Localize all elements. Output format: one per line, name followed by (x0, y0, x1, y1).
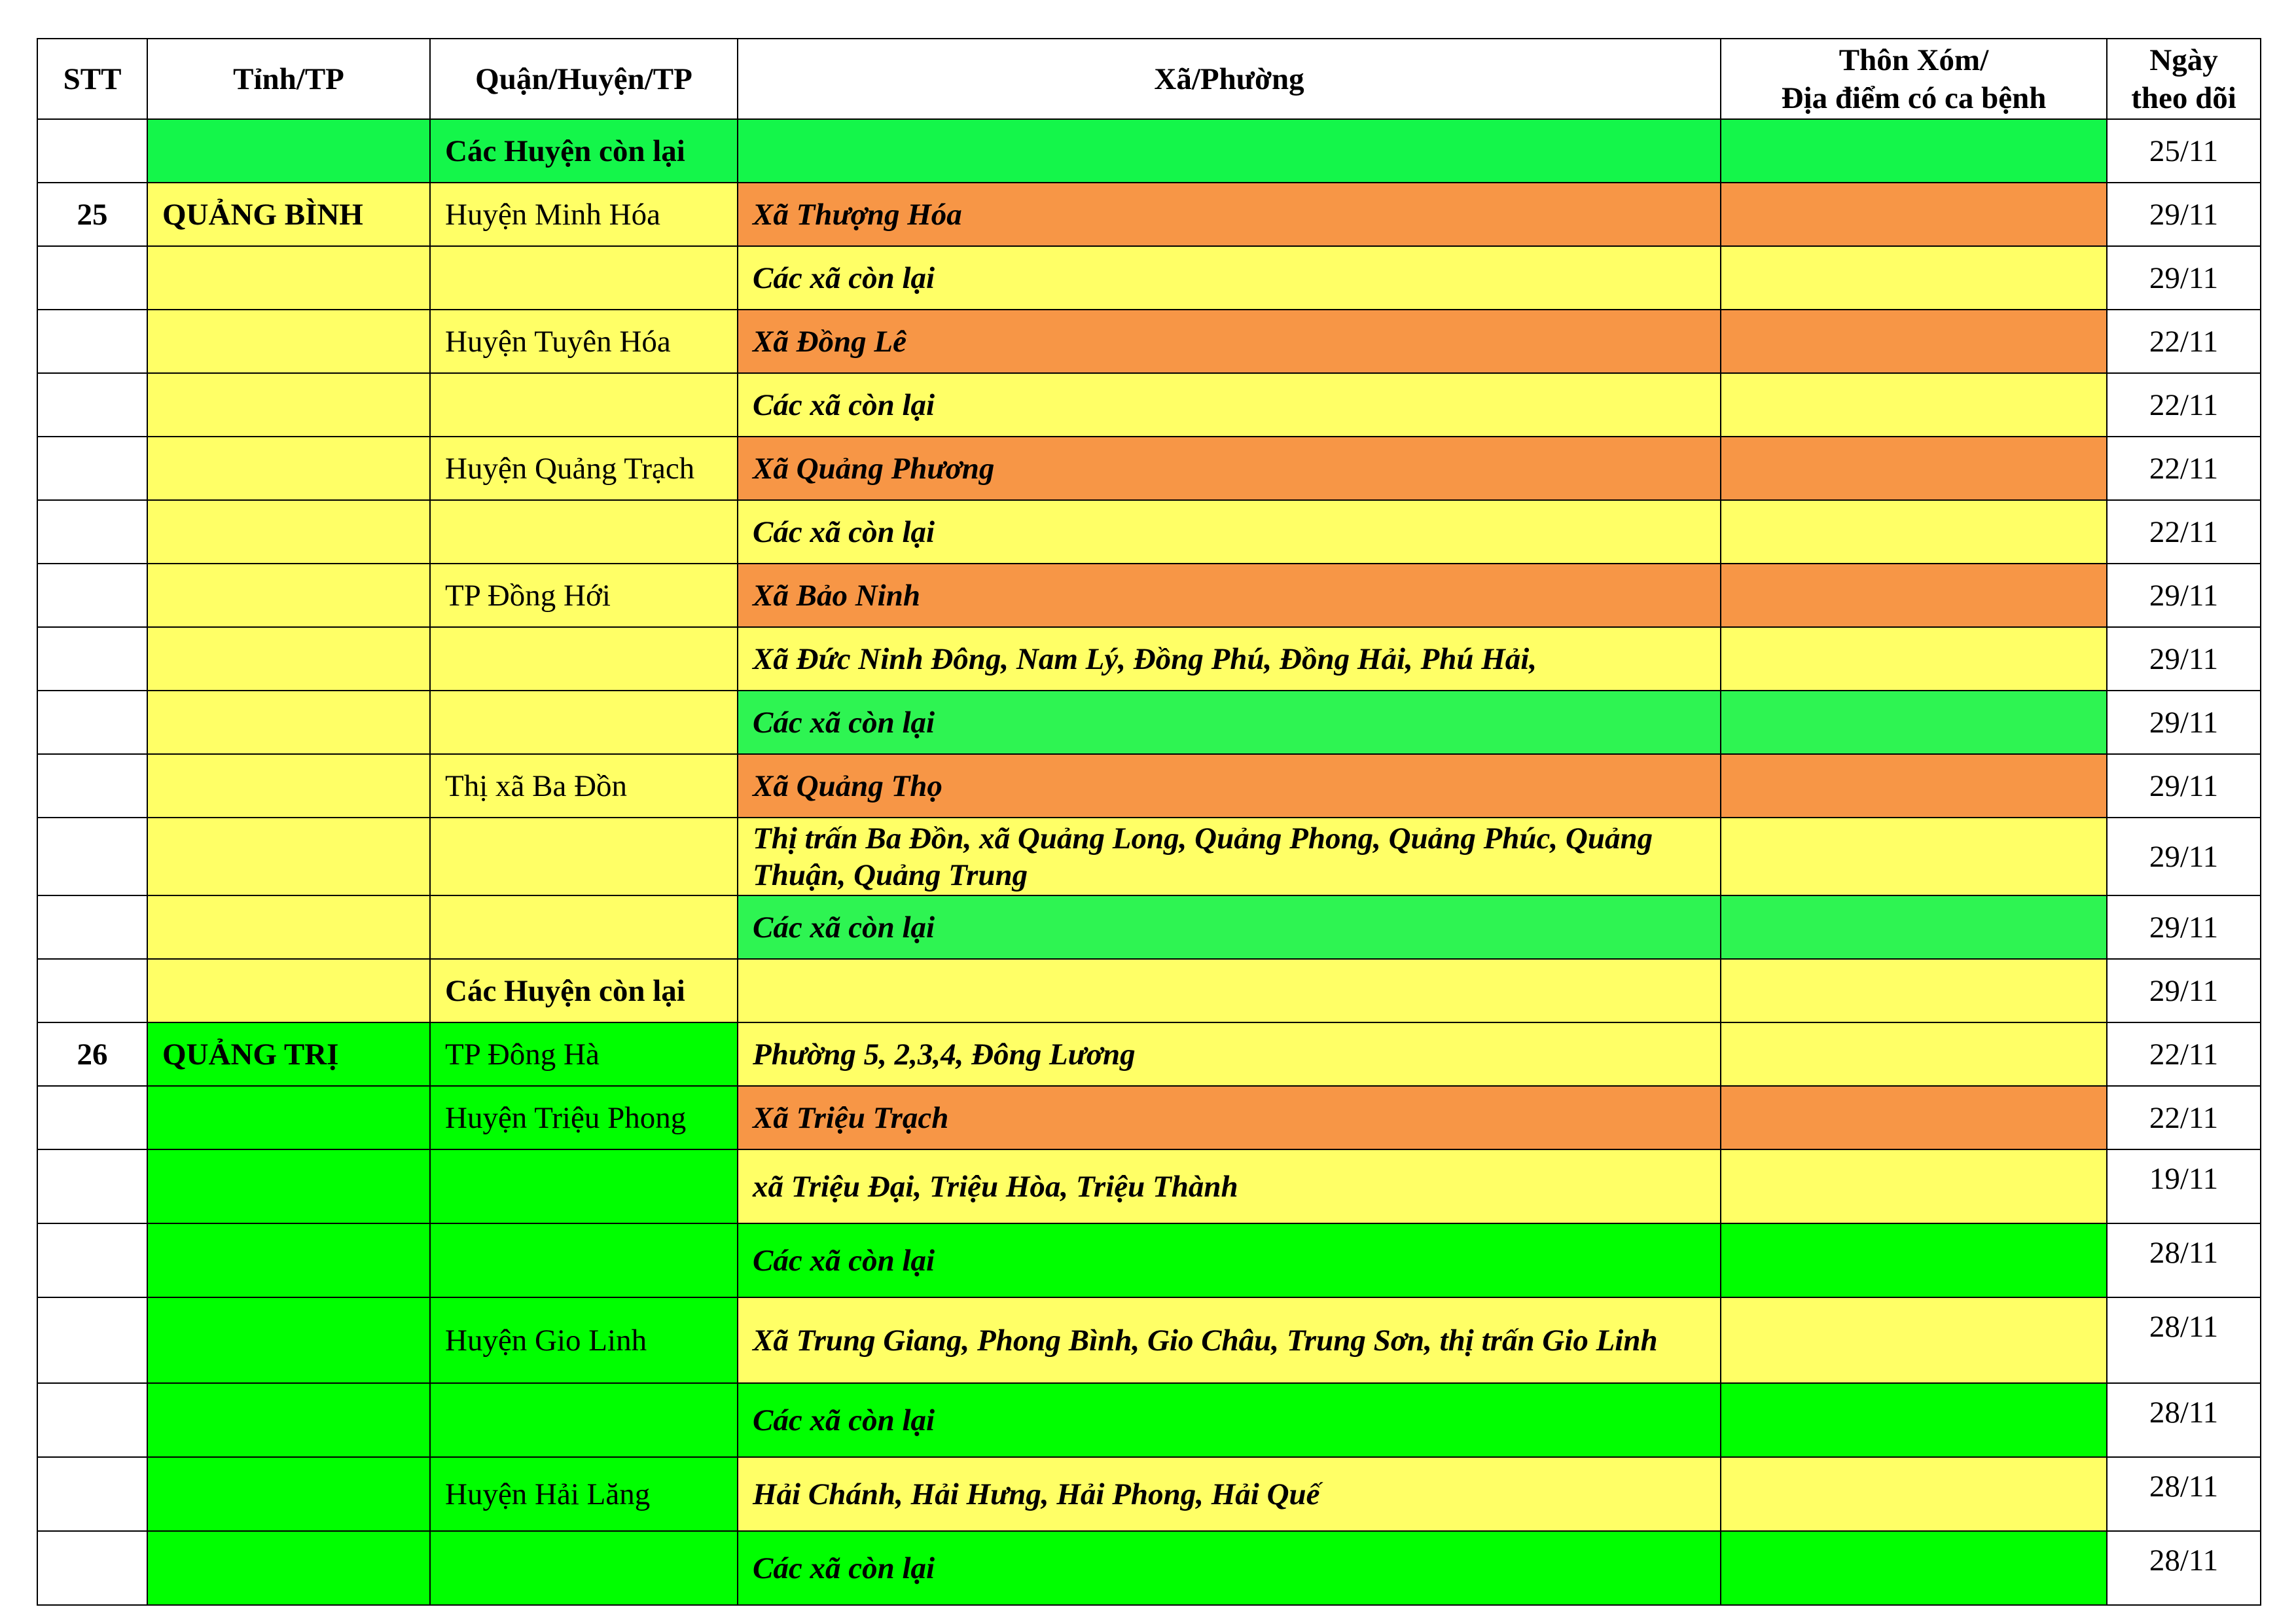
stt-cell (37, 500, 147, 564)
province-cell (147, 627, 430, 691)
province-cell (147, 1297, 430, 1383)
village-cell (1721, 959, 2107, 1022)
ward-cell: Các xã còn lại (738, 373, 1721, 437)
date-cell: 29/11 (2107, 564, 2261, 627)
district-cell: Thị xã Ba Đồn (430, 754, 738, 818)
village-cell (1721, 818, 2107, 895)
ward-cell: Xã Quảng Phương (738, 437, 1721, 500)
province-cell (147, 691, 430, 754)
ward-cell: Xã Thượng Hóa (738, 183, 1721, 246)
village-cell (1721, 1149, 2107, 1223)
ward-cell (738, 119, 1721, 183)
district-cell (430, 1149, 738, 1223)
table-row (37, 1531, 2261, 1605)
stt-cell: 25 (37, 183, 147, 246)
document-sheet (37, 38, 2260, 1606)
ward-cell: xã Triệu Đại, Triệu Hòa, Triệu Thành (738, 1149, 1721, 1223)
table-header-row (37, 39, 2261, 119)
district-cell: Các Huyện còn lại (430, 119, 738, 183)
date-cell: 29/11 (2107, 691, 2261, 754)
stt-cell (37, 895, 147, 959)
table-row (37, 627, 2261, 691)
header-date (2107, 39, 2261, 119)
stt-cell (37, 373, 147, 437)
village-cell (1721, 1383, 2107, 1457)
stt-cell (37, 754, 147, 818)
stt-cell (37, 564, 147, 627)
village-cell (1721, 1022, 2107, 1086)
province-cell (147, 1531, 430, 1605)
date-cell: 22/11 (2107, 1022, 2261, 1086)
ward-cell: Xã Đức Ninh Đông, Nam Lý, Đồng Phú, Đồng Hải, Phú Hải, (738, 627, 1721, 691)
ward-cell: Các xã còn lại (738, 246, 1721, 310)
table-row (37, 1457, 2261, 1531)
village-cell (1721, 310, 2107, 373)
province-cell (147, 1086, 430, 1149)
ward-cell: Hải Chánh, Hải Hưng, Hải Phong, Hải Quế (738, 1457, 1721, 1531)
village-cell (1721, 1531, 2107, 1605)
stt-cell (37, 1383, 147, 1457)
date-cell: 22/11 (2107, 1086, 2261, 1149)
province-cell: QUẢNG BÌNH (147, 183, 430, 246)
header-stt: STT (37, 39, 147, 119)
date-cell: 19/11 (2107, 1149, 2261, 1223)
table-row (37, 959, 2261, 1022)
date-cell: 25/11 (2107, 119, 2261, 183)
stt-cell (37, 818, 147, 895)
district-cell (430, 1531, 738, 1605)
date-cell: 29/11 (2107, 183, 2261, 246)
date-cell: 29/11 (2107, 818, 2261, 895)
district-cell: TP Đông Hà (430, 1022, 738, 1086)
district-cell: Huyện Tuyên Hóa (430, 310, 738, 373)
ward-cell: Xã Triệu Trạch (738, 1086, 1721, 1149)
village-cell (1721, 691, 2107, 754)
stt-cell (37, 119, 147, 183)
village-cell (1721, 1297, 2107, 1383)
header-village-line2: Địa điểm có ca bệnh (1781, 81, 2047, 115)
date-cell: 29/11 (2107, 627, 2261, 691)
ward-cell: Các xã còn lại (738, 1223, 1721, 1297)
district-cell (430, 627, 738, 691)
header-village (1721, 39, 2107, 119)
province-cell (147, 373, 430, 437)
village-cell (1721, 119, 2107, 183)
header-province: Tỉnh/TP (147, 39, 430, 119)
table-row (37, 437, 2261, 500)
table-row (37, 1223, 2261, 1297)
date-cell: 28/11 (2107, 1223, 2261, 1297)
ward-cell: Xã Đồng Lê (738, 310, 1721, 373)
stt-cell (37, 691, 147, 754)
date-cell: 29/11 (2107, 246, 2261, 310)
district-cell: Huyện Minh Hóa (430, 183, 738, 246)
date-cell: 28/11 (2107, 1383, 2261, 1457)
district-cell (430, 895, 738, 959)
province-cell (147, 1149, 430, 1223)
table-row (37, 1086, 2261, 1149)
district-cell (430, 1383, 738, 1457)
ward-cell (738, 959, 1721, 1022)
village-cell (1721, 183, 2107, 246)
village-cell (1721, 754, 2107, 818)
table-row (37, 310, 2261, 373)
stt-cell (37, 959, 147, 1022)
table-row (37, 500, 2261, 564)
table-row (37, 373, 2261, 437)
ward-cell: Các xã còn lại (738, 895, 1721, 959)
table-row (37, 895, 2261, 959)
village-cell (1721, 437, 2107, 500)
stt-cell (37, 1297, 147, 1383)
province-cell: QUẢNG TRỊ (147, 1022, 430, 1086)
date-cell: 22/11 (2107, 437, 2261, 500)
stt-cell (37, 1223, 147, 1297)
stt-cell (37, 310, 147, 373)
village-cell (1721, 500, 2107, 564)
stt-cell (37, 246, 147, 310)
province-cell (147, 895, 430, 959)
table-row (37, 564, 2261, 627)
table-row (37, 1383, 2261, 1457)
district-cell (430, 373, 738, 437)
stt-cell (37, 1531, 147, 1605)
date-cell: 28/11 (2107, 1297, 2261, 1383)
province-cell (147, 1383, 430, 1457)
stt-cell (37, 1149, 147, 1223)
table-row (37, 183, 2261, 246)
header-date-line2: theo dõi (2131, 81, 2236, 115)
province-cell (147, 1223, 430, 1297)
village-cell (1721, 246, 2107, 310)
district-cell (430, 691, 738, 754)
province-cell (147, 959, 430, 1022)
district-cell (430, 818, 738, 895)
ward-cell: Xã Bảo Ninh (738, 564, 1721, 627)
stt-cell (37, 627, 147, 691)
village-cell (1721, 373, 2107, 437)
province-cell (147, 564, 430, 627)
province-cell (147, 754, 430, 818)
district-cell: Các Huyện còn lại (430, 959, 738, 1022)
table-row (37, 691, 2261, 754)
table-row (37, 1022, 2261, 1086)
table-row (37, 818, 2261, 895)
village-cell (1721, 564, 2107, 627)
district-cell: TP Đồng Hới (430, 564, 738, 627)
date-cell: 29/11 (2107, 754, 2261, 818)
date-cell: 29/11 (2107, 959, 2261, 1022)
table-row (37, 119, 2261, 183)
table-row (37, 246, 2261, 310)
date-cell: 28/11 (2107, 1457, 2261, 1531)
stt-cell (37, 1457, 147, 1531)
date-cell: 29/11 (2107, 895, 2261, 959)
district-cell: Huyện Hải Lăng (430, 1457, 738, 1531)
province-cell (147, 119, 430, 183)
stt-cell: 26 (37, 1022, 147, 1086)
province-cell (147, 500, 430, 564)
table-row (37, 754, 2261, 818)
date-cell: 22/11 (2107, 373, 2261, 437)
header-ward: Xã/Phường (738, 39, 1721, 119)
table-row (37, 1149, 2261, 1223)
district-cell: Huyện Quảng Trạch (430, 437, 738, 500)
village-cell (1721, 627, 2107, 691)
village-cell (1721, 1457, 2107, 1531)
village-cell (1721, 895, 2107, 959)
province-cell (147, 818, 430, 895)
district-cell: Huyện Triệu Phong (430, 1086, 738, 1149)
province-cell (147, 246, 430, 310)
stt-cell (37, 437, 147, 500)
date-cell: 22/11 (2107, 500, 2261, 564)
ward-cell: Xã Quảng Thọ (738, 754, 1721, 818)
village-cell (1721, 1086, 2107, 1149)
ward-cell: Các xã còn lại (738, 500, 1721, 564)
header-date-line1: Ngày (2149, 43, 2218, 77)
ward-cell: Các xã còn lại (738, 1531, 1721, 1605)
ward-cell: Các xã còn lại (738, 1383, 1721, 1457)
date-cell: 22/11 (2107, 310, 2261, 373)
village-cell (1721, 1223, 2107, 1297)
table-row (37, 1297, 2261, 1383)
province-cell (147, 310, 430, 373)
header-district: Quận/Huyện/TP (430, 39, 738, 119)
district-cell: Huyện Gio Linh (430, 1297, 738, 1383)
district-cell (430, 1223, 738, 1297)
district-cell (430, 500, 738, 564)
province-cell (147, 1457, 430, 1531)
ward-cell: Các xã còn lại (738, 691, 1721, 754)
district-cell (430, 246, 738, 310)
ward-cell: Phường 5, 2,3,4, Đông Lương (738, 1022, 1721, 1086)
ward-cell: Thị trấn Ba Đồn, xã Quảng Long, Quảng Phong, Quảng Phúc, Quảng Thuận, Quảng Trung (738, 818, 1721, 895)
covid-risk-table (37, 38, 2261, 1606)
province-cell (147, 437, 430, 500)
ward-cell: Xã Trung Giang, Phong Bình, Gio Châu, Trung Sơn, thị trấn Gio Linh (738, 1297, 1721, 1383)
header-village-line1: Thôn Xóm/ (1839, 43, 1989, 77)
stt-cell (37, 1086, 147, 1149)
date-cell: 28/11 (2107, 1531, 2261, 1605)
